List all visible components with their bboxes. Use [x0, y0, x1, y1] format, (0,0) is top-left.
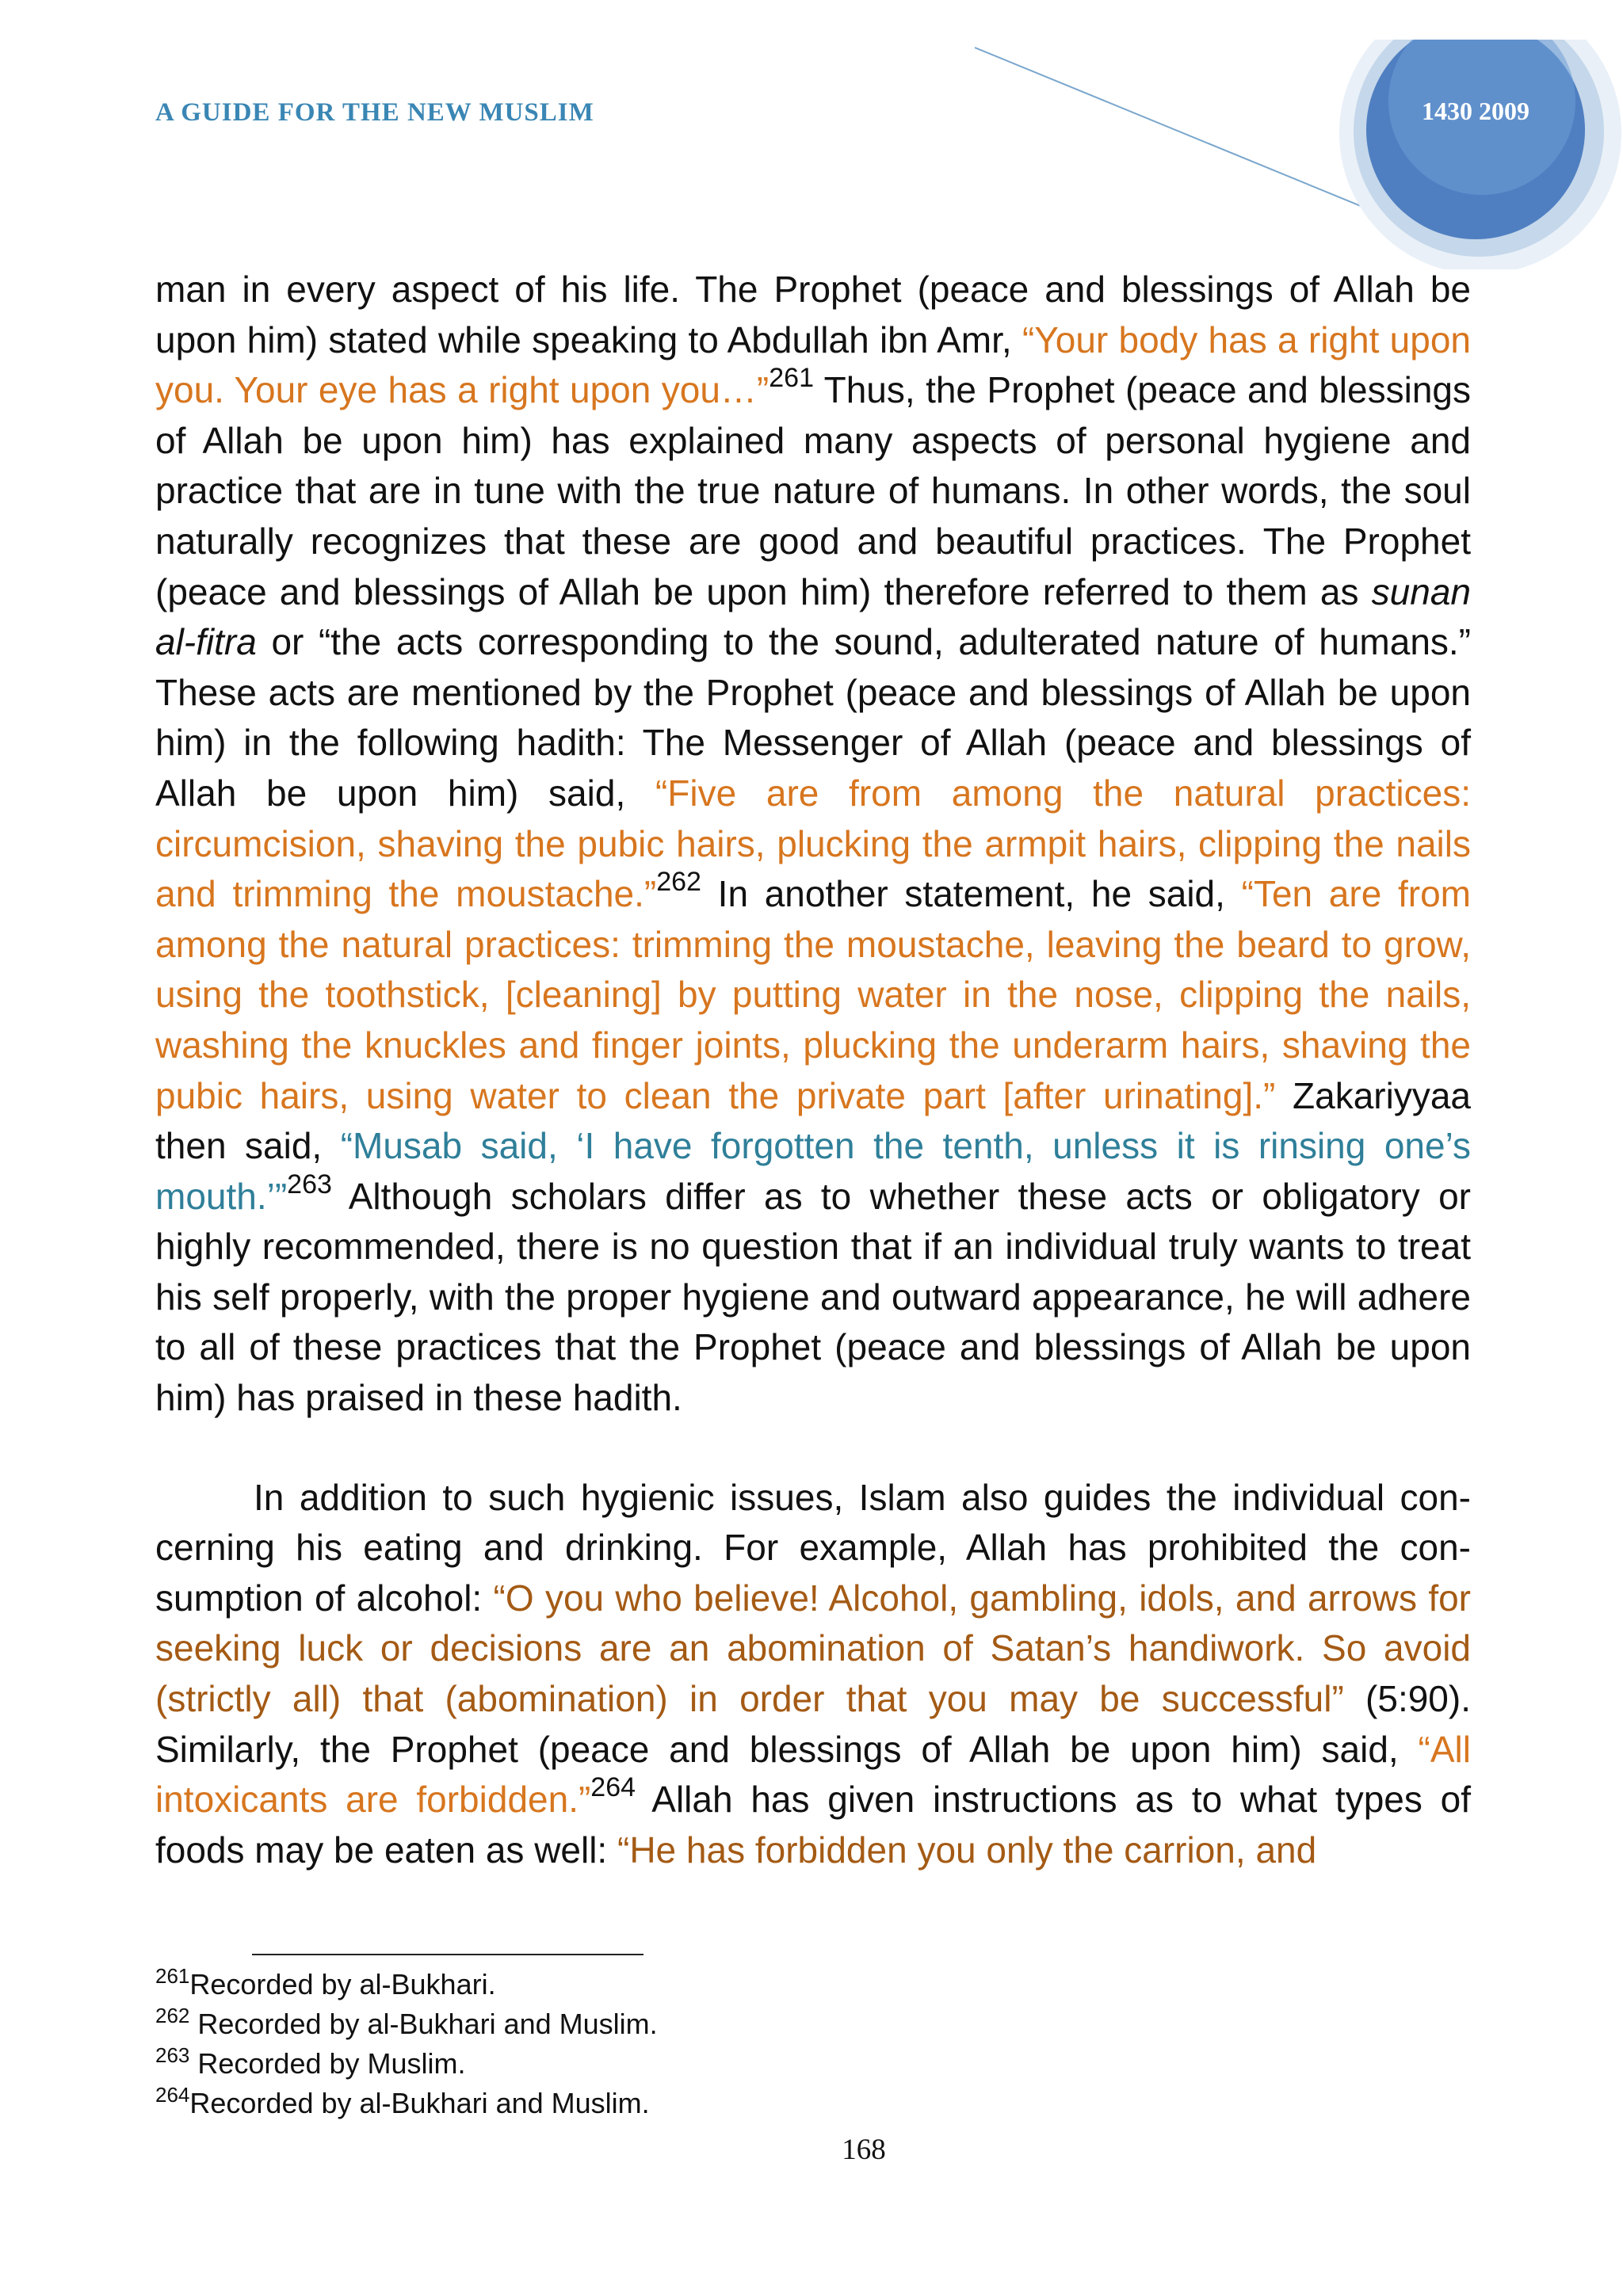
- text-run: In another statement, he said,: [701, 873, 1242, 915]
- paragraph: [155, 1473, 1471, 1876]
- text-run: (5:90). Similarly, the Prophet (peace and blessings of Allah be upon him) said,: [155, 1678, 1471, 1770]
- footnote: [155, 2084, 1423, 2123]
- footnote: [155, 2004, 1423, 2044]
- hadith-quote: “All intoxicants are forbidden.”: [155, 1728, 1471, 1821]
- footnote-number: 264: [155, 2083, 190, 2107]
- text-run: Although scholars differ as to whether these acts or obligatory or highly recommended, there is no question that if an individual truly wants to treat his self properly, with the proper hygiene and outward appearance, he will adhere to all of these practices that the Prophet (peace and blessings of Allah be upon him) has praised in these hadith.: [155, 1175, 1471, 1419]
- footnote-text: Recorded by al-Bukhari and Muslim.: [189, 2087, 650, 2119]
- footnote: [155, 2044, 1423, 2084]
- quran-quote: “He has forbidden you only the carrion, and: [617, 1829, 1317, 1871]
- paragraph: [155, 265, 1471, 1424]
- footnote-text: Recorded by Muslim.: [189, 2047, 466, 2080]
- body-text: [155, 265, 1471, 1875]
- footnote-reference: 261: [769, 363, 814, 394]
- text-run: man in every aspect of his life. The Prophet (peace and blessings of Allah be upon him) stated while speaking to Abdullah ibn Amr,: [155, 269, 1471, 360]
- footnote-number: 261: [155, 1964, 190, 1988]
- footnote-text: Recorded by al-Bukhari.: [189, 1968, 496, 2000]
- hadith-quote: “Ten are from among the natural practices: trimming the moustache, leaving the beard to grow, using the toothstick, [cleaning] by putting water in the nose, clipping the nails, washing the knuckles and finger joints, plucking the underarm hairs, shaving the pubic hairs, using water to clean the private part [after urinating].”: [155, 873, 1471, 1116]
- header-circle-decoration: [975, 40, 1623, 269]
- footnote-reference: 262: [656, 867, 701, 898]
- page-number: 168: [842, 2134, 886, 2166]
- footnotes: [155, 1965, 1423, 2123]
- hadith-quote: “Five are from among the natural practices: circumcision, shaving the pubic hairs, plucking the armpit hairs, clipping the nails and trimming the moustache.”: [155, 772, 1471, 915]
- text-run: or “the acts corresponding to the sound, adulterated nature of humans.” These acts are mentioned by the Prophet (peace and blessings of Allah be upon him) in the following hadith: The Messenger of Allah (peace and blessings of Allah be upon him) said,: [155, 621, 1471, 814]
- running-header-title: A GUIDE FOR THE NEW MUSLIM: [155, 98, 594, 127]
- footnote-separator: [252, 1954, 643, 1955]
- narrator-quote: “Musab said, ‘I have forgotten the tenth, unless it is rinsing one’s mouth.’”: [155, 1125, 1471, 1217]
- running-header-year: 1430 2009: [1422, 97, 1529, 125]
- text-run: Zakariyyaa then said,: [155, 1074, 1471, 1167]
- footnote-number: 262: [155, 2004, 190, 2027]
- quran-quote: “O you who believe! Alcohol, gambling, idols, and arrows for seeking luck or decisions are an abomination of Satan’s handiwork. So avoid (strictly all) that (abomination) in order that you may be successful”: [155, 1577, 1471, 1720]
- footnote-reference: 264: [590, 1772, 636, 1803]
- footnote-reference: 263: [287, 1169, 332, 1199]
- footnote: [155, 1965, 1423, 2004]
- text-run: In addition to such hygienic issues, Islam also guides the individual concerning his eating and drinking. For example, Allah has prohibited the consumption of alcohol:: [155, 1476, 1471, 1619]
- footnote-text: Recorded by al-Bukhari and Muslim.: [189, 2008, 658, 2040]
- footnote-number: 263: [155, 2043, 190, 2067]
- hadith-quote: “Your body has a right upon you. Your eye has a right upon you…”: [155, 318, 1471, 411]
- text-run: Thus, the Prophet (peace and blessings of Allah be upon him) has explained many aspects of personal hygiene and practice that are in tune with the true nature of humans. In other words, the soul naturally recognizes that these are good and beautiful practices. The Prophet (peace and blessings of Allah be upon him) therefore referred to them as: [155, 369, 1471, 612]
- italic-term: sunan al-fitra: [155, 570, 1471, 663]
- text-run: Allah has given instructions as to what types of foods may be eaten as well:: [155, 1779, 1471, 1871]
